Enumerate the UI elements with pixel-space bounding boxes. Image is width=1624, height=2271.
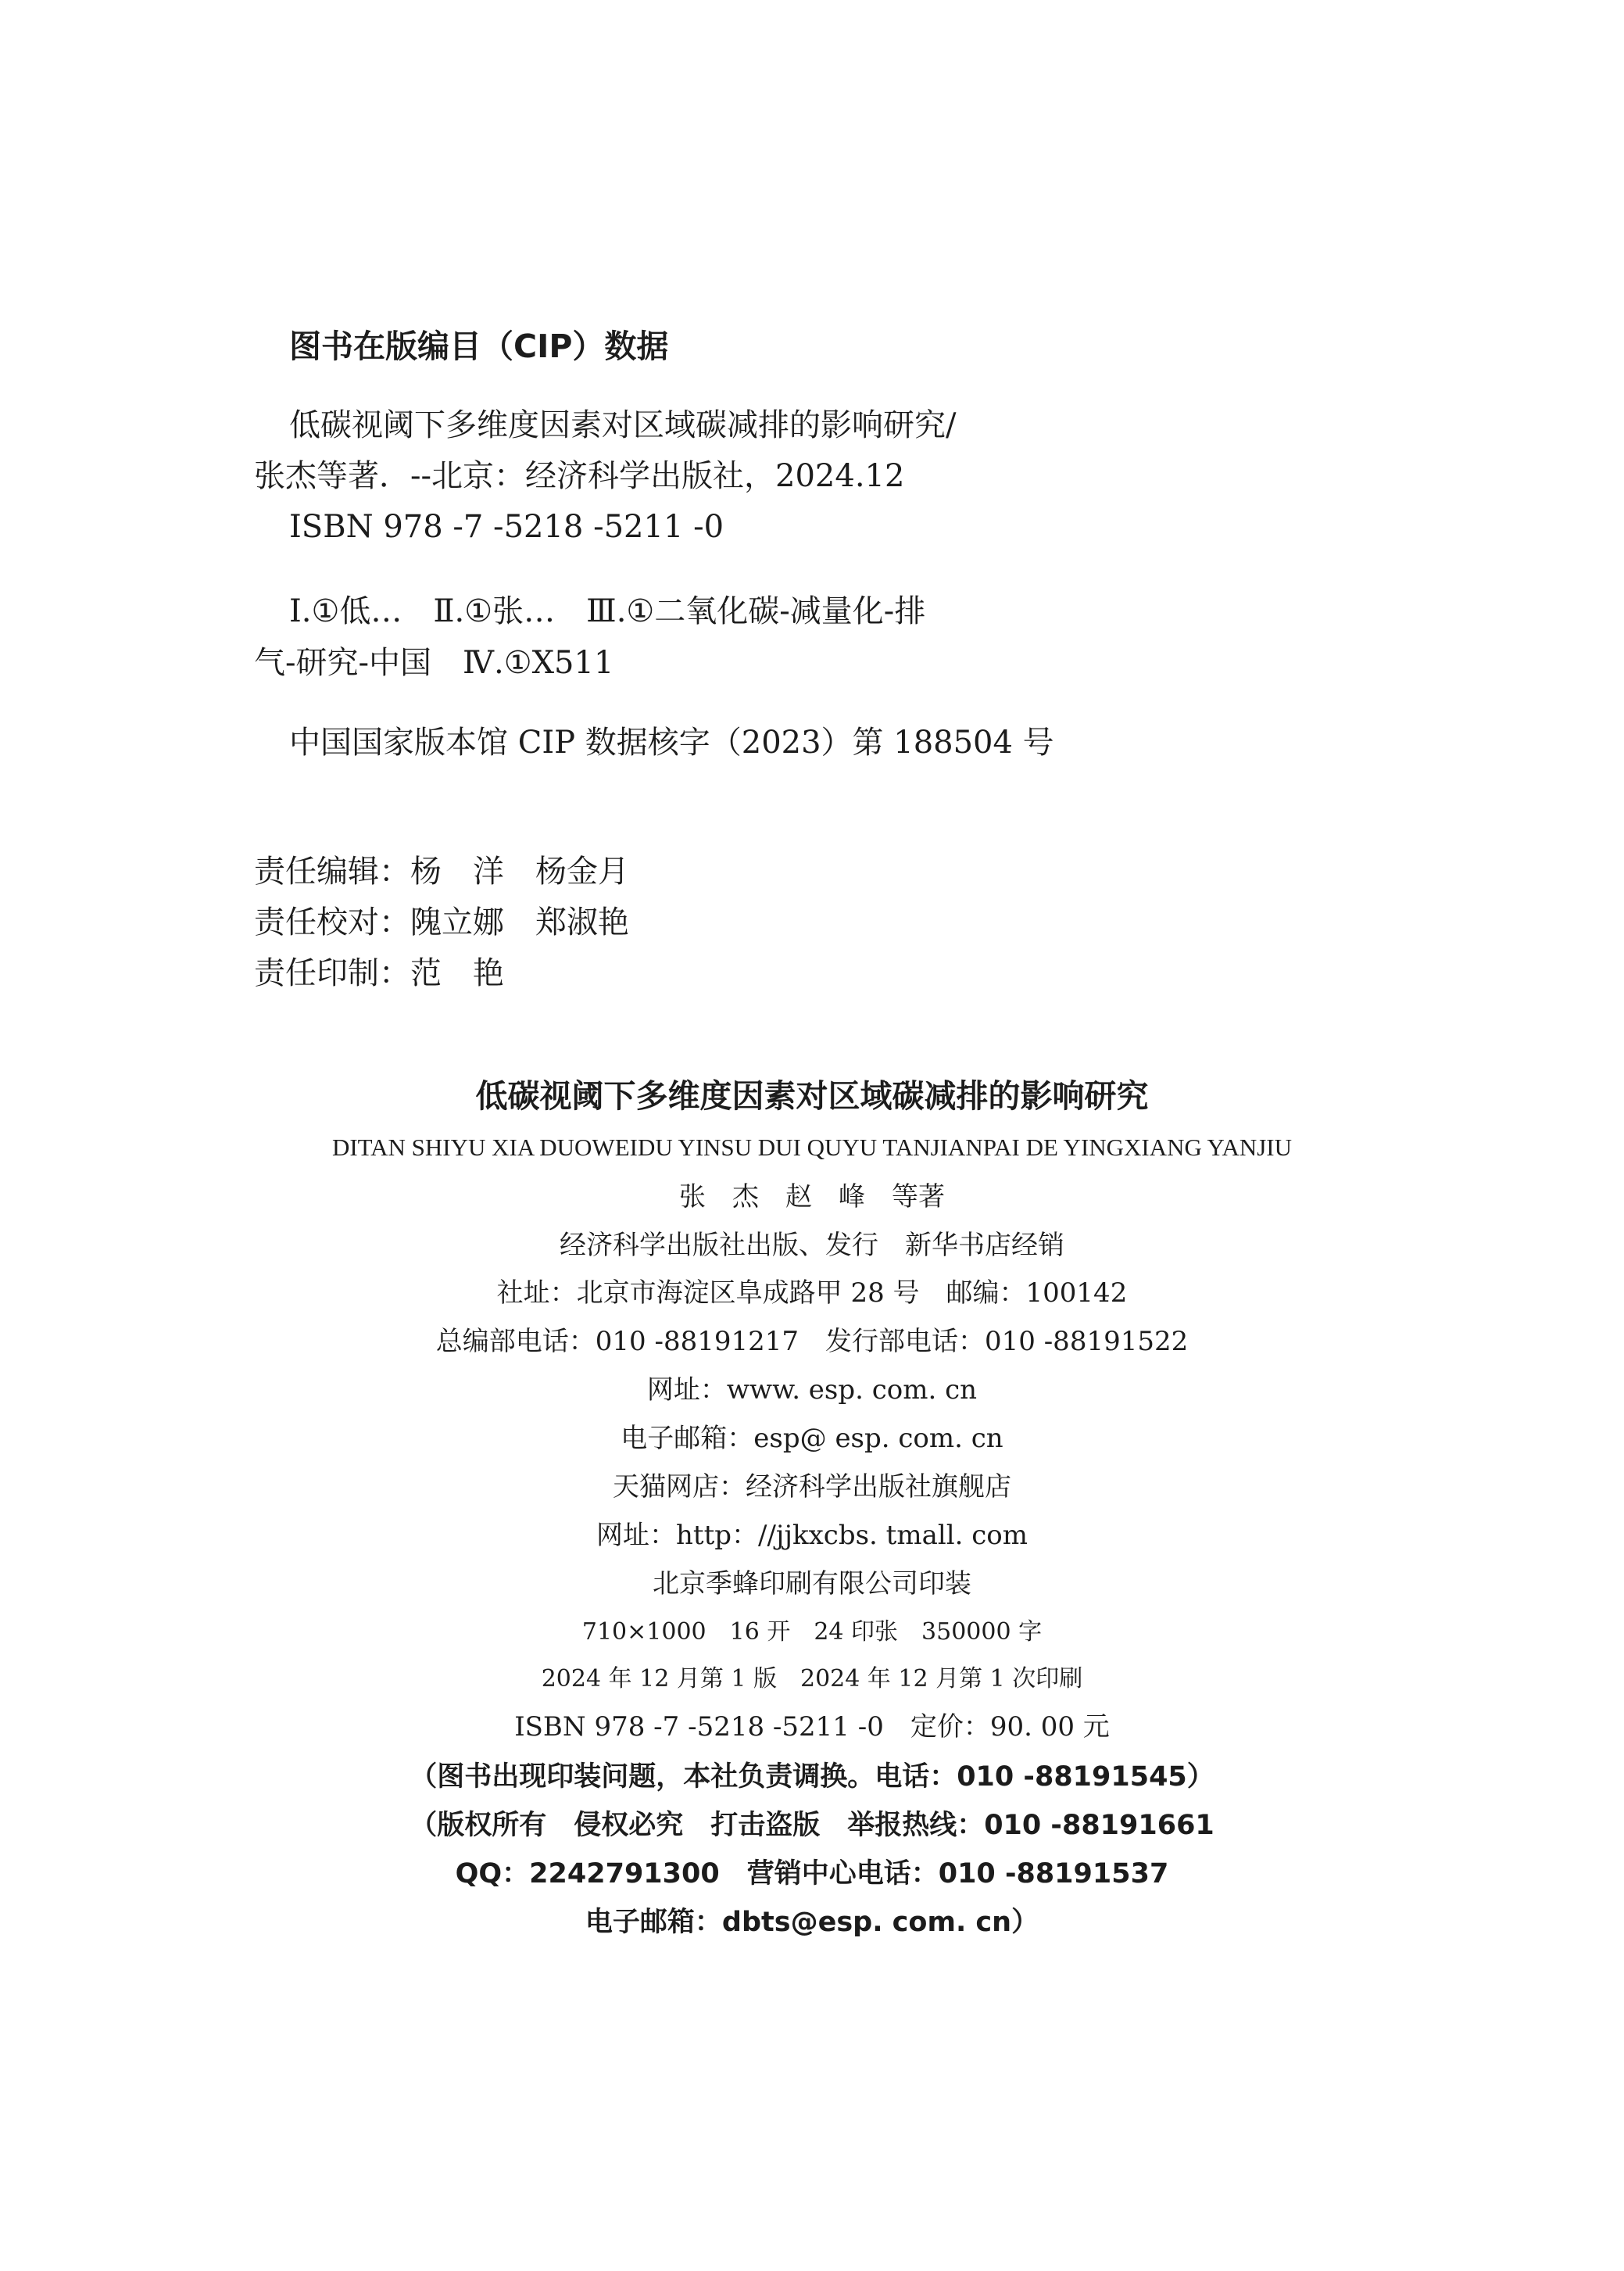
colophon-tmall-store: 天猫网店：经济科学出版社旗舰店 [613, 1471, 1011, 1503]
cip-classification-line-1: Ⅰ.①低… Ⅱ.①张… Ⅲ.①二氧化碳-减量化-排 [289, 593, 926, 629]
cip-heading: 图书在版编目（CIP）数据 [289, 328, 669, 365]
colophon-website: 网址：www. esp. com. cn [646, 1374, 978, 1406]
cip-number: 中国国家版本馆 CIP 数据核字（2023）第 188504 号 [289, 725, 1054, 761]
colophon-email: 电子邮箱：esp@ esp. com. cn [621, 1423, 1003, 1454]
notice-line-1: （图书出现印装问题，本社负责调换。电话：010 -88191545） [410, 1761, 1214, 1793]
cip-classification-line-2: 气-研究-中国 Ⅳ.①X511 [254, 645, 614, 681]
colophon-publisher: 经济科学出版社出版、发行 新华书店经销 [560, 1230, 1064, 1261]
staff-editors: 责任编辑：杨 洋 杨金月 [254, 854, 629, 890]
colophon-phones: 总编部电话：010 -88191217 发行部电话：010 -88191522 [435, 1326, 1189, 1357]
colophon-format: 710×1000 16 开 24 印张 350000 字 [581, 1618, 1043, 1646]
colophon-edition: 2024 年 12 月第 1 版 2024 年 12 月第 1 次印刷 [541, 1665, 1083, 1693]
cip-title-line: 低碳视阈下多维度因素对区域碳减排的影响研究/ [289, 407, 957, 443]
cip-author-line: 张杰等著．--北京：经济科学出版社，2024.12 [254, 458, 905, 494]
notice-line-4: 电子邮箱：dbts@esp. com. cn） [585, 1907, 1039, 1938]
staff-printing: 责任印制：范 艳 [254, 955, 504, 991]
colophon-tmall-url: 网址：http：//jjkxcbs. tmall. com [596, 1520, 1028, 1551]
colophon-address: 社址：北京市海淀区阜成路甲 28 号 邮编：100142 [496, 1277, 1128, 1309]
colophon-authors: 张 杰 赵 峰 等著 [679, 1181, 945, 1213]
colophon-printer: 北京季蜂印刷有限公司印装 [653, 1568, 971, 1599]
colophon-isbn-price: ISBN 978 -7 -5218 -5211 -0 定价：90. 00 元 [514, 1711, 1110, 1743]
staff-proofreaders: 责任校对：隗立娜 郑淑艳 [254, 904, 629, 940]
colophon-pinyin-title: DITAN SHIYU XIA DUOWEIDU YINSU DUI QUYU TANJIANPAI DE YINGXIANG YANJIU [331, 1134, 1293, 1161]
notice-line-3: QQ：2242791300 营销中心电话：010 -88191537 [455, 1858, 1169, 1890]
colophon-title: 低碳视阈下多维度因素对区域碳减排的影响研究 [475, 1077, 1149, 1115]
cip-isbn-line: ISBN 978 -7 -5218 -5211 -0 [289, 509, 724, 545]
notice-line-2: （版权所有 侵权必究 打击盗版 举报热线：010 -88191661 [410, 1810, 1214, 1841]
